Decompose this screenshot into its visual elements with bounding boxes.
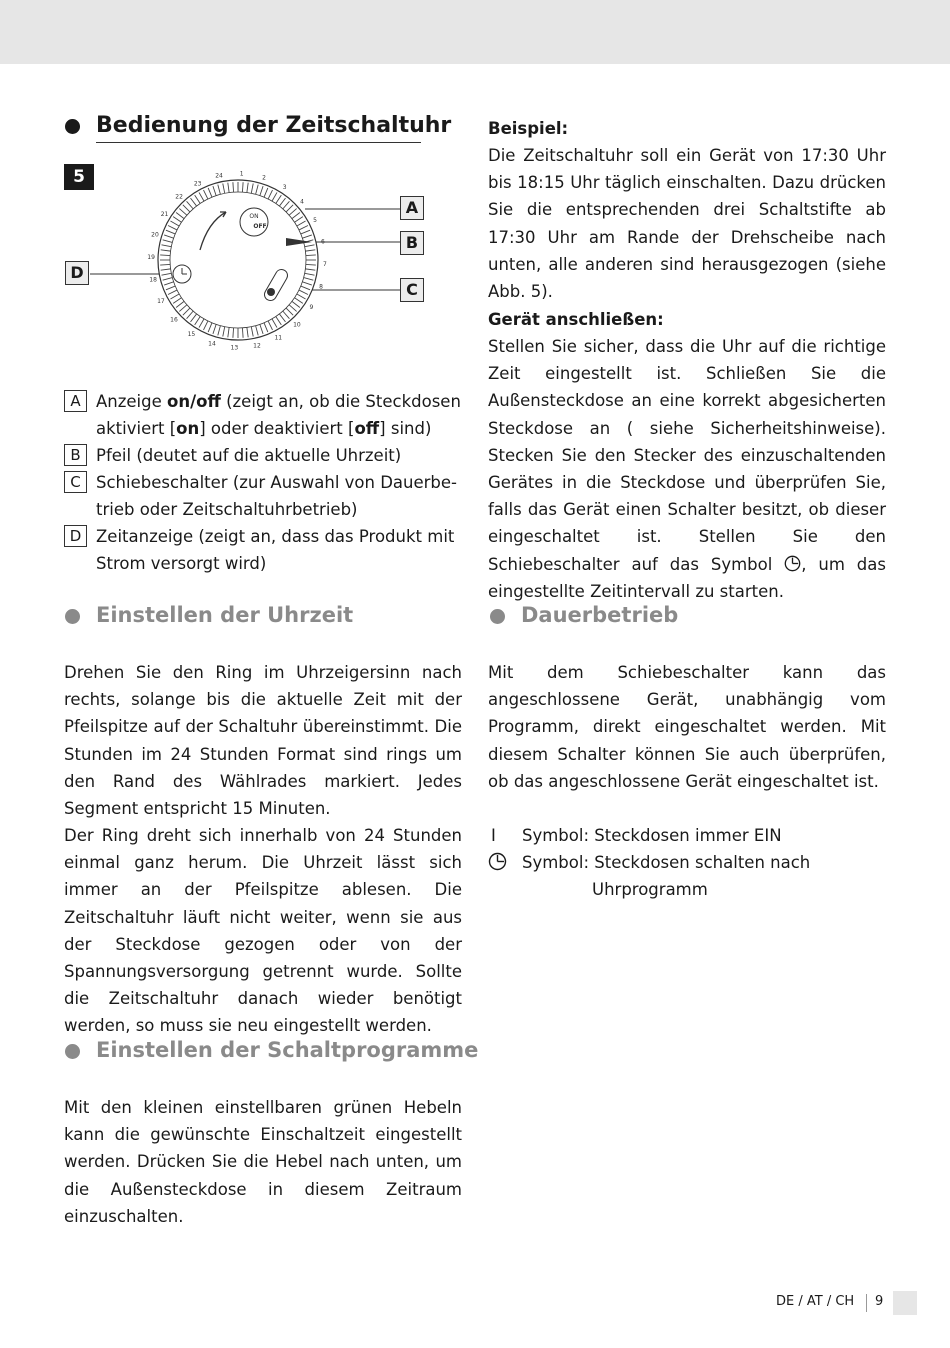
- example-text: Die Zeitschaltuhr soll ein Gerät von 17:30 Uhr bis 18:15 Uhr täglich einschalten. Dazu drücken Sie die entsprechenden drei Schaltstifte ab 17:30 Uhr am Rande der Drehscheibe nach unten, alle anderen sind herausgezogen (siehe Abb. 5).: [488, 146, 886, 302]
- legend-item-b: [64, 442, 464, 470]
- connect-text: Stellen Sie sicher, dass die Uhr auf die richtige Zeit eingestellt ist. Schließen Sie die Außensteckdose an eine korrekt abgesicherten Steckdose an ( siehe Sicherheitshinweise). Stecken Sie den Stecker des einzuschaltenden Gerätes in die Steckdose und überprüfen Sie, falls das Gerät einen Schalter besitzt, ob dieser eingeschaltet ist. Stellen Sie den Schiebeschalter auf das Symbol , um das eingestellte Zeitintervall zu starten.: [488, 337, 886, 601]
- dial-hour-label: 1: [239, 170, 244, 178]
- symbol-on-text: Symbol: Steckdosen immer EIN: [522, 826, 782, 845]
- paragraph-uhrzeit-1: Drehen Sie den Ring im Uhrzeigersinn nach rechts, solange bis die aktuelle Zeit mit der Pfeilspitze auf der Schaltuhr übereinstimmt. Die Stunden im 24 Stunden Format sind rings um den Rand des Wählrades markiert. Jedes Segment entspricht 15 Minuten.: [64, 663, 462, 819]
- dial-hour-label: 15: [187, 330, 196, 338]
- timer-dial-figure: [60, 160, 440, 360]
- callout-b: B: [400, 231, 424, 255]
- legend-item-a: [64, 388, 464, 444]
- on-symbol-icon: I: [491, 826, 496, 845]
- header-bar: [0, 0, 950, 64]
- dial-hour-label: 17: [157, 297, 165, 305]
- dial-hour-label: 18: [149, 276, 157, 284]
- dial-hour-label: 5: [313, 217, 318, 225]
- callout-a: A: [400, 196, 424, 220]
- dial-hour-label: 13: [230, 344, 239, 352]
- dial-off-label: OFF: [253, 223, 267, 230]
- footer-tab-marker: [893, 1291, 917, 1315]
- dial-outer-ring: [158, 180, 318, 340]
- slide-switch-knob: [267, 288, 275, 296]
- page-number: 9: [875, 1294, 884, 1309]
- dial-hour-label: 9: [309, 304, 314, 312]
- dial-on-label: ON: [249, 213, 259, 220]
- symbol-timer-text: Symbol: Steckdosen schalten nach: [522, 853, 811, 872]
- section-heading-schaltprogramme: Einstellen der Schaltprogramme: [96, 1038, 479, 1062]
- figure-number: 5: [64, 164, 94, 190]
- dial-hour-label: 21: [160, 210, 169, 218]
- legend-text-b: Pfeil (deutet auf die aktuelle Uhrzeit): [96, 446, 402, 465]
- dial-hour-label: 11: [274, 334, 283, 342]
- heading-bullet: [65, 609, 80, 624]
- dial-hour-label: 19: [147, 253, 155, 261]
- dial-hour-label: 24: [215, 172, 223, 180]
- dial-hour-label: 12: [253, 342, 261, 350]
- dial-hour-label: 7: [323, 261, 327, 269]
- dial-hour-label: 16: [170, 316, 178, 324]
- heading-underline: [96, 142, 421, 143]
- callout-d: D: [65, 261, 89, 285]
- legend-item-c: [64, 469, 464, 525]
- legend-key-b: B: [64, 444, 87, 466]
- dial-hour-label: 8: [319, 283, 323, 291]
- dauerbetrieb-text: Mit dem Schiebeschalter kann das angeschlossene Gerät, unabhängig vom Programm, direkt eingeschaltet werden. Mit diesem Schalter können Sie auch überprüfen, ob das angeschlossene Gerät eingeschaltet ist.: [488, 663, 886, 791]
- legend-key-a: A: [64, 390, 87, 412]
- heading-bullet: [490, 609, 505, 624]
- footer-separator: [866, 1294, 867, 1312]
- heading-bullet: [65, 1044, 80, 1059]
- clock-symbol-icon: [784, 555, 801, 572]
- callout-c: C: [400, 278, 424, 302]
- symbol-timer-text-2: Uhrprogramm: [592, 880, 708, 900]
- paragraph-schaltprogramme: Mit den kleinen einstellbaren grünen Hebeln kann die gewünschte Einschaltzeit eingestellt werden. Drücken Sie die Hebel nach unten, um die Außensteckdose in diesem Zeitraum einzuschalten.: [64, 1098, 462, 1226]
- dial-hour-label: 10: [293, 321, 301, 329]
- symbol-row-timer: [488, 849, 810, 903]
- dial-hour-label: 23: [193, 180, 202, 188]
- dial-hour-label: 6: [320, 238, 325, 246]
- clock-symbol-icon: [488, 852, 507, 871]
- legend-key-d: D: [64, 525, 87, 547]
- legend-item-d: [64, 523, 464, 579]
- footer-region: DE / AT / CH: [776, 1294, 855, 1309]
- dial-hour-label: 4: [300, 198, 304, 206]
- legend-text-d: Zeitanzeige (zeigt an, dass das Produkt mit Strom versorgt wird): [96, 527, 455, 574]
- example-title: Beispiel:: [488, 119, 569, 138]
- dial-hour-label: 2: [262, 174, 266, 182]
- legend-text-c: Schiebeschalter (zur Auswahl von Dauerbe- trieb oder Zeitschaltuhrbetrieb): [96, 473, 458, 520]
- symbol-row-on: [488, 822, 782, 849]
- paragraph-uhrzeit-2: Der Ring dreht sich innerhalb von 24 Stunden einmal ganz herum. Die Uhrzeit lässt sich immer an der Pfeilspitze ablesen. Die Zeitschaltuhr läuft nicht weiter, wenn sie aus der Steckdose gezogen oder von der Spannungsversorgung getrennt wurde. Sollte die Zeitschaltuhr danach wieder benötigt werden, so muss sie neu eingestellt werden.: [64, 826, 462, 1036]
- section-heading-dauerbetrieb: Dauerbetrieb: [521, 603, 679, 627]
- legend-text-a: Anzeige on/off (zeigt an, ob die Steckdosen aktiviert [on] oder deaktiviert [off] sind): [96, 392, 461, 439]
- dial-hour-label: 14: [208, 340, 216, 348]
- section-heading-bedienung: Bedienung der Zeitschaltuhr: [96, 113, 452, 138]
- dial-hour-label: 20: [151, 231, 159, 239]
- connect-title: Gerät anschließen:: [488, 310, 664, 329]
- section-heading-uhrzeit: Einstellen der Uhrzeit: [96, 603, 354, 627]
- heading-bullet: [65, 119, 80, 134]
- dial-hour-label: 3: [282, 184, 287, 192]
- dial-hour-label: 22: [175, 193, 183, 201]
- legend-key-c: C: [64, 471, 87, 493]
